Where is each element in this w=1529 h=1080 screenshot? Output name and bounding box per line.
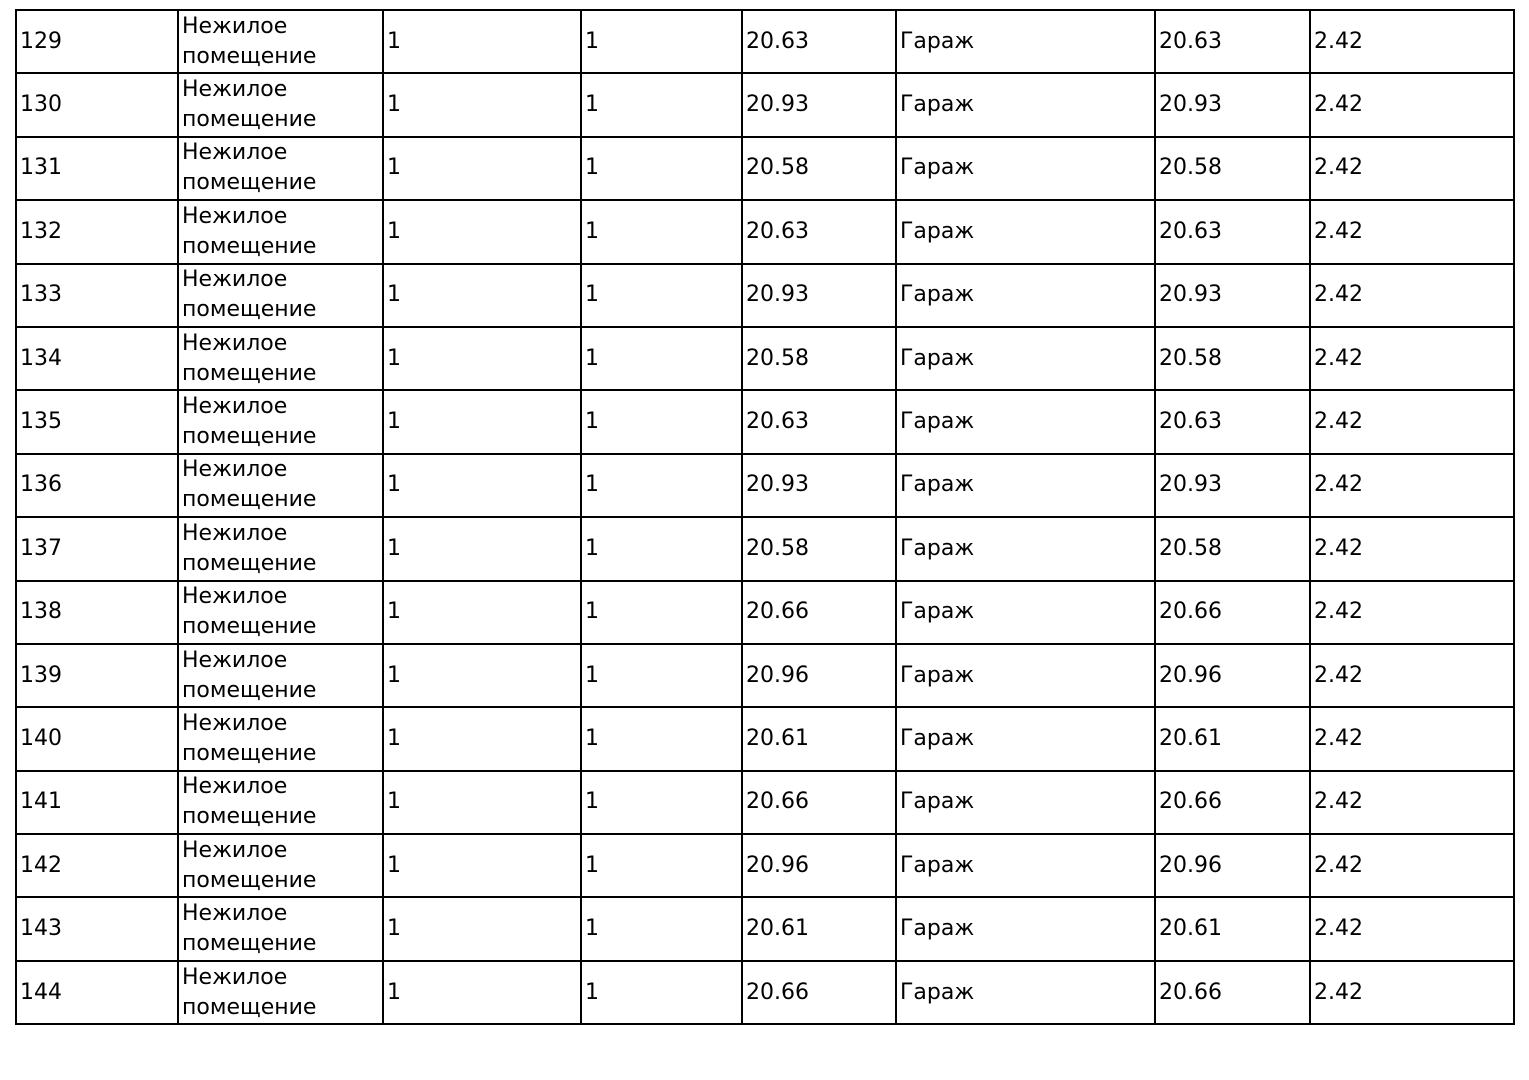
cell-number: 133: [16, 264, 178, 327]
cell-area: 20.96: [742, 644, 896, 707]
cell-premises-type: Нежилое помещение: [178, 834, 383, 897]
table-row: [16, 390, 1514, 453]
table-row: [16, 834, 1514, 897]
cell-purpose: Гараж: [896, 10, 1155, 73]
cell-col-3: 1: [383, 73, 581, 136]
cell-area-2: 20.93: [1155, 454, 1310, 517]
cell-purpose: Гараж: [896, 581, 1155, 644]
cell-height: 2.42: [1310, 834, 1514, 897]
cell-col-4: 1: [581, 897, 742, 960]
cell-area-2: 20.93: [1155, 73, 1310, 136]
cell-col-3: 1: [383, 200, 581, 263]
cell-area: 20.93: [742, 454, 896, 517]
cell-col-4: 1: [581, 961, 742, 1024]
cell-number: 139: [16, 644, 178, 707]
table-row: [16, 454, 1514, 517]
cell-number: 144: [16, 961, 178, 1024]
cell-area-2: 20.61: [1155, 707, 1310, 770]
cell-area-2: 20.66: [1155, 961, 1310, 1024]
cell-col-4: 1: [581, 707, 742, 770]
table-row: [16, 644, 1514, 707]
cell-area-2: 20.63: [1155, 200, 1310, 263]
cell-number: 135: [16, 390, 178, 453]
cell-area: 20.63: [742, 10, 896, 73]
cell-purpose: Гараж: [896, 517, 1155, 580]
cell-area: 20.66: [742, 581, 896, 644]
table-body: [16, 10, 1514, 1024]
cell-area: 20.96: [742, 834, 896, 897]
cell-purpose: Гараж: [896, 644, 1155, 707]
table-row: [16, 581, 1514, 644]
table-row: [16, 327, 1514, 390]
cell-number: 134: [16, 327, 178, 390]
cell-col-4: 1: [581, 517, 742, 580]
table-row: [16, 771, 1514, 834]
cell-area-2: 20.58: [1155, 137, 1310, 200]
cell-premises-type: Нежилое помещение: [178, 137, 383, 200]
cell-area: 20.58: [742, 327, 896, 390]
cell-col-3: 1: [383, 10, 581, 73]
cell-height: 2.42: [1310, 264, 1514, 327]
cell-col-4: 1: [581, 327, 742, 390]
cell-purpose: Гараж: [896, 897, 1155, 960]
cell-col-4: 1: [581, 200, 742, 263]
table-row: [16, 961, 1514, 1024]
cell-col-3: 1: [383, 707, 581, 770]
cell-area: 20.63: [742, 390, 896, 453]
cell-premises-type: Нежилое помещение: [178, 200, 383, 263]
cell-number: 131: [16, 137, 178, 200]
cell-purpose: Гараж: [896, 327, 1155, 390]
cell-area-2: 20.96: [1155, 644, 1310, 707]
cell-area-2: 20.66: [1155, 581, 1310, 644]
cell-col-3: 1: [383, 390, 581, 453]
cell-premises-type: Нежилое помещение: [178, 644, 383, 707]
cell-number: 129: [16, 10, 178, 73]
cell-col-3: 1: [383, 961, 581, 1024]
cell-area: 20.58: [742, 517, 896, 580]
premises-table: [15, 9, 1515, 1025]
cell-col-4: 1: [581, 834, 742, 897]
cell-premises-type: Нежилое помещение: [178, 517, 383, 580]
cell-area: 20.66: [742, 961, 896, 1024]
cell-purpose: Гараж: [896, 264, 1155, 327]
cell-col-4: 1: [581, 644, 742, 707]
cell-height: 2.42: [1310, 771, 1514, 834]
cell-col-4: 1: [581, 390, 742, 453]
cell-number: 136: [16, 454, 178, 517]
cell-area-2: 20.63: [1155, 10, 1310, 73]
cell-purpose: Гараж: [896, 707, 1155, 770]
cell-premises-type: Нежилое помещение: [178, 390, 383, 453]
table-row: [16, 73, 1514, 136]
cell-number: 141: [16, 771, 178, 834]
cell-premises-type: Нежилое помещение: [178, 961, 383, 1024]
cell-area: 20.61: [742, 897, 896, 960]
cell-purpose: Гараж: [896, 454, 1155, 517]
cell-number: 140: [16, 707, 178, 770]
cell-purpose: Гараж: [896, 137, 1155, 200]
cell-area-2: 20.96: [1155, 834, 1310, 897]
cell-col-4: 1: [581, 10, 742, 73]
cell-height: 2.42: [1310, 10, 1514, 73]
cell-area: 20.58: [742, 137, 896, 200]
cell-col-3: 1: [383, 897, 581, 960]
cell-col-3: 1: [383, 517, 581, 580]
cell-col-3: 1: [383, 137, 581, 200]
cell-purpose: Гараж: [896, 961, 1155, 1024]
cell-area: 20.93: [742, 264, 896, 327]
cell-premises-type: Нежилое помещение: [178, 771, 383, 834]
cell-premises-type: Нежилое помещение: [178, 264, 383, 327]
cell-col-4: 1: [581, 771, 742, 834]
cell-height: 2.42: [1310, 897, 1514, 960]
table-row: [16, 200, 1514, 263]
cell-height: 2.42: [1310, 581, 1514, 644]
table-row: [16, 137, 1514, 200]
cell-area: 20.63: [742, 200, 896, 263]
cell-number: 130: [16, 73, 178, 136]
cell-col-3: 1: [383, 327, 581, 390]
cell-number: 142: [16, 834, 178, 897]
cell-purpose: Гараж: [896, 771, 1155, 834]
cell-area-2: 20.93: [1155, 264, 1310, 327]
cell-height: 2.42: [1310, 200, 1514, 263]
table-row: [16, 517, 1514, 580]
cell-premises-type: Нежилое помещение: [178, 454, 383, 517]
cell-purpose: Гараж: [896, 73, 1155, 136]
cell-height: 2.42: [1310, 327, 1514, 390]
cell-area-2: 20.58: [1155, 517, 1310, 580]
cell-col-3: 1: [383, 644, 581, 707]
table-row: [16, 897, 1514, 960]
cell-area-2: 20.58: [1155, 327, 1310, 390]
cell-premises-type: Нежилое помещение: [178, 327, 383, 390]
cell-col-4: 1: [581, 137, 742, 200]
cell-purpose: Гараж: [896, 390, 1155, 453]
table-row: [16, 707, 1514, 770]
cell-number: 132: [16, 200, 178, 263]
cell-number: 137: [16, 517, 178, 580]
cell-height: 2.42: [1310, 137, 1514, 200]
cell-col-4: 1: [581, 454, 742, 517]
cell-height: 2.42: [1310, 517, 1514, 580]
cell-number: 143: [16, 897, 178, 960]
cell-purpose: Гараж: [896, 834, 1155, 897]
cell-height: 2.42: [1310, 390, 1514, 453]
cell-area-2: 20.61: [1155, 897, 1310, 960]
cell-area: 20.61: [742, 707, 896, 770]
cell-premises-type: Нежилое помещение: [178, 10, 383, 73]
cell-area: 20.93: [742, 73, 896, 136]
cell-col-4: 1: [581, 264, 742, 327]
cell-area-2: 20.63: [1155, 390, 1310, 453]
cell-premises-type: Нежилое помещение: [178, 73, 383, 136]
cell-premises-type: Нежилое помещение: [178, 897, 383, 960]
cell-premises-type: Нежилое помещение: [178, 581, 383, 644]
cell-col-3: 1: [383, 834, 581, 897]
cell-col-3: 1: [383, 264, 581, 327]
cell-col-4: 1: [581, 73, 742, 136]
cell-purpose: Гараж: [896, 200, 1155, 263]
cell-height: 2.42: [1310, 961, 1514, 1024]
cell-col-3: 1: [383, 581, 581, 644]
cell-height: 2.42: [1310, 454, 1514, 517]
cell-height: 2.42: [1310, 707, 1514, 770]
cell-col-4: 1: [581, 581, 742, 644]
cell-area-2: 20.66: [1155, 771, 1310, 834]
table-row: [16, 10, 1514, 73]
cell-col-3: 1: [383, 771, 581, 834]
cell-height: 2.42: [1310, 644, 1514, 707]
table-row: [16, 264, 1514, 327]
cell-col-3: 1: [383, 454, 581, 517]
cell-area: 20.66: [742, 771, 896, 834]
cell-height: 2.42: [1310, 73, 1514, 136]
cell-premises-type: Нежилое помещение: [178, 707, 383, 770]
cell-number: 138: [16, 581, 178, 644]
